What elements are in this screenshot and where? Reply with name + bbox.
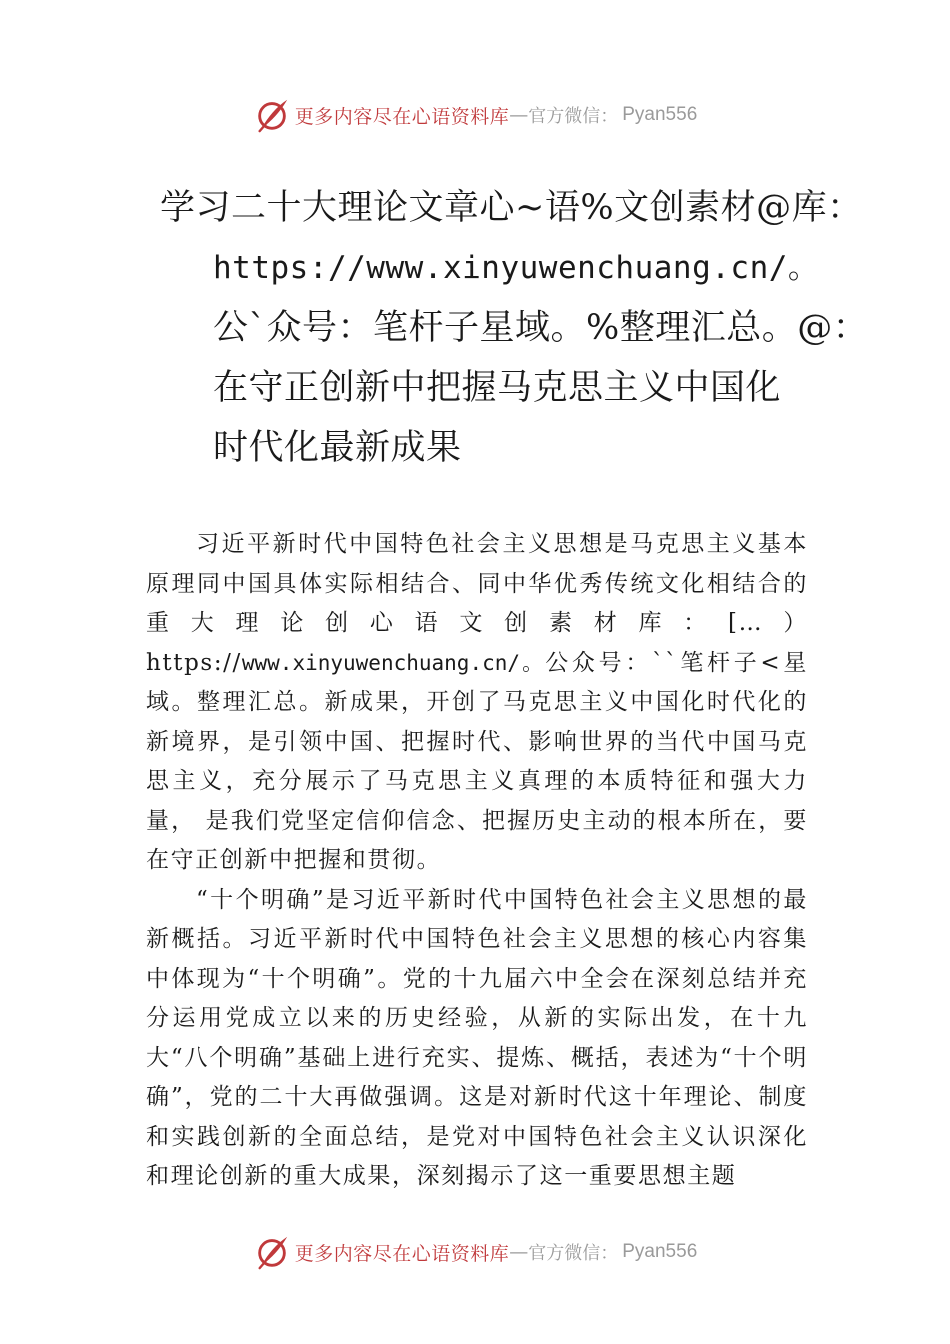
feather-pen-logo-icon xyxy=(253,1233,291,1271)
title-line-1: 学习二十大理论文章心~语%文创素材@库： xyxy=(160,188,863,228)
title-line-3: 公`众号：笔杆子星域。%整理汇总。@： xyxy=(213,308,869,348)
footer-banner xyxy=(0,1232,950,1272)
footer-wechat-id: Pyan556 xyxy=(622,1241,698,1262)
footer-banner-text: 更多内容尽在心语资料库 xyxy=(294,1242,510,1265)
paragraph-1-part-a: 习近平新时代中国特色社会主义思想是马克思主义基本原理同中国具体实际相结合、同中华优秀传统文化相结合的重大理论创心语文创素材库：[…）https:// xyxy=(146,531,808,676)
title-line-url: https://www.xinyuwenchuang.cn/。 xyxy=(213,250,820,286)
banner-wechat-label: 官方微信： xyxy=(528,106,619,127)
feather-pen-logo-icon xyxy=(253,96,291,134)
document-title xyxy=(0,178,950,478)
footer-banner-dash: — xyxy=(509,1241,529,1263)
paragraph-1-url: www.xinyuwenchuang.cn/。 xyxy=(241,650,546,675)
paragraph-1 xyxy=(146,525,808,881)
header-banner xyxy=(0,95,950,135)
paragraph-2: “十个明确”是习近平新时代中国特色社会主义思想的最新概括。习近平新时代中国特色社会主义思想的核心内容集中体现为“十个明确”。党的十九届六中全会在深刻总结并充分运用党成立以来的历史经验，从新的实际出发，在十九大“八个明确”基础上进行充实、提炼、概括，表述为“十个明确”，党的二十大再做强调。这是对新时代这十年理论、制度和实践创新的全面总结，是党对中国特色社会主义认识深化和理论创新的重大成果，深刻揭示了这一重要思想主题 xyxy=(146,886,808,1189)
paragraph-1-part-c: 公众号：``笔杆子<星域。整理汇总。新成果，开创了马克思主义中国化时代化的新境界，是引领中国、把握时代、影响世界的当代中国马克思主义，充分展示了马克思主义真理的本质特征和强大力量， 是我们党坚定信仰信念、把握历史主动的根本所在，要在守正创新中把握和贯彻。 xyxy=(146,649,809,873)
banner-text: 更多内容尽在心语资料库 xyxy=(294,105,510,128)
banner-wechat-id: Pyan556 xyxy=(622,104,698,125)
footer-wechat-label: 官方微信： xyxy=(528,1243,619,1264)
title-line-5: 时代化最新成果 xyxy=(213,428,462,468)
document-body xyxy=(146,525,808,1197)
title-line-4: 在守正创新中把握马克思主义中国化 xyxy=(213,368,782,408)
banner-dash: — xyxy=(509,104,529,126)
